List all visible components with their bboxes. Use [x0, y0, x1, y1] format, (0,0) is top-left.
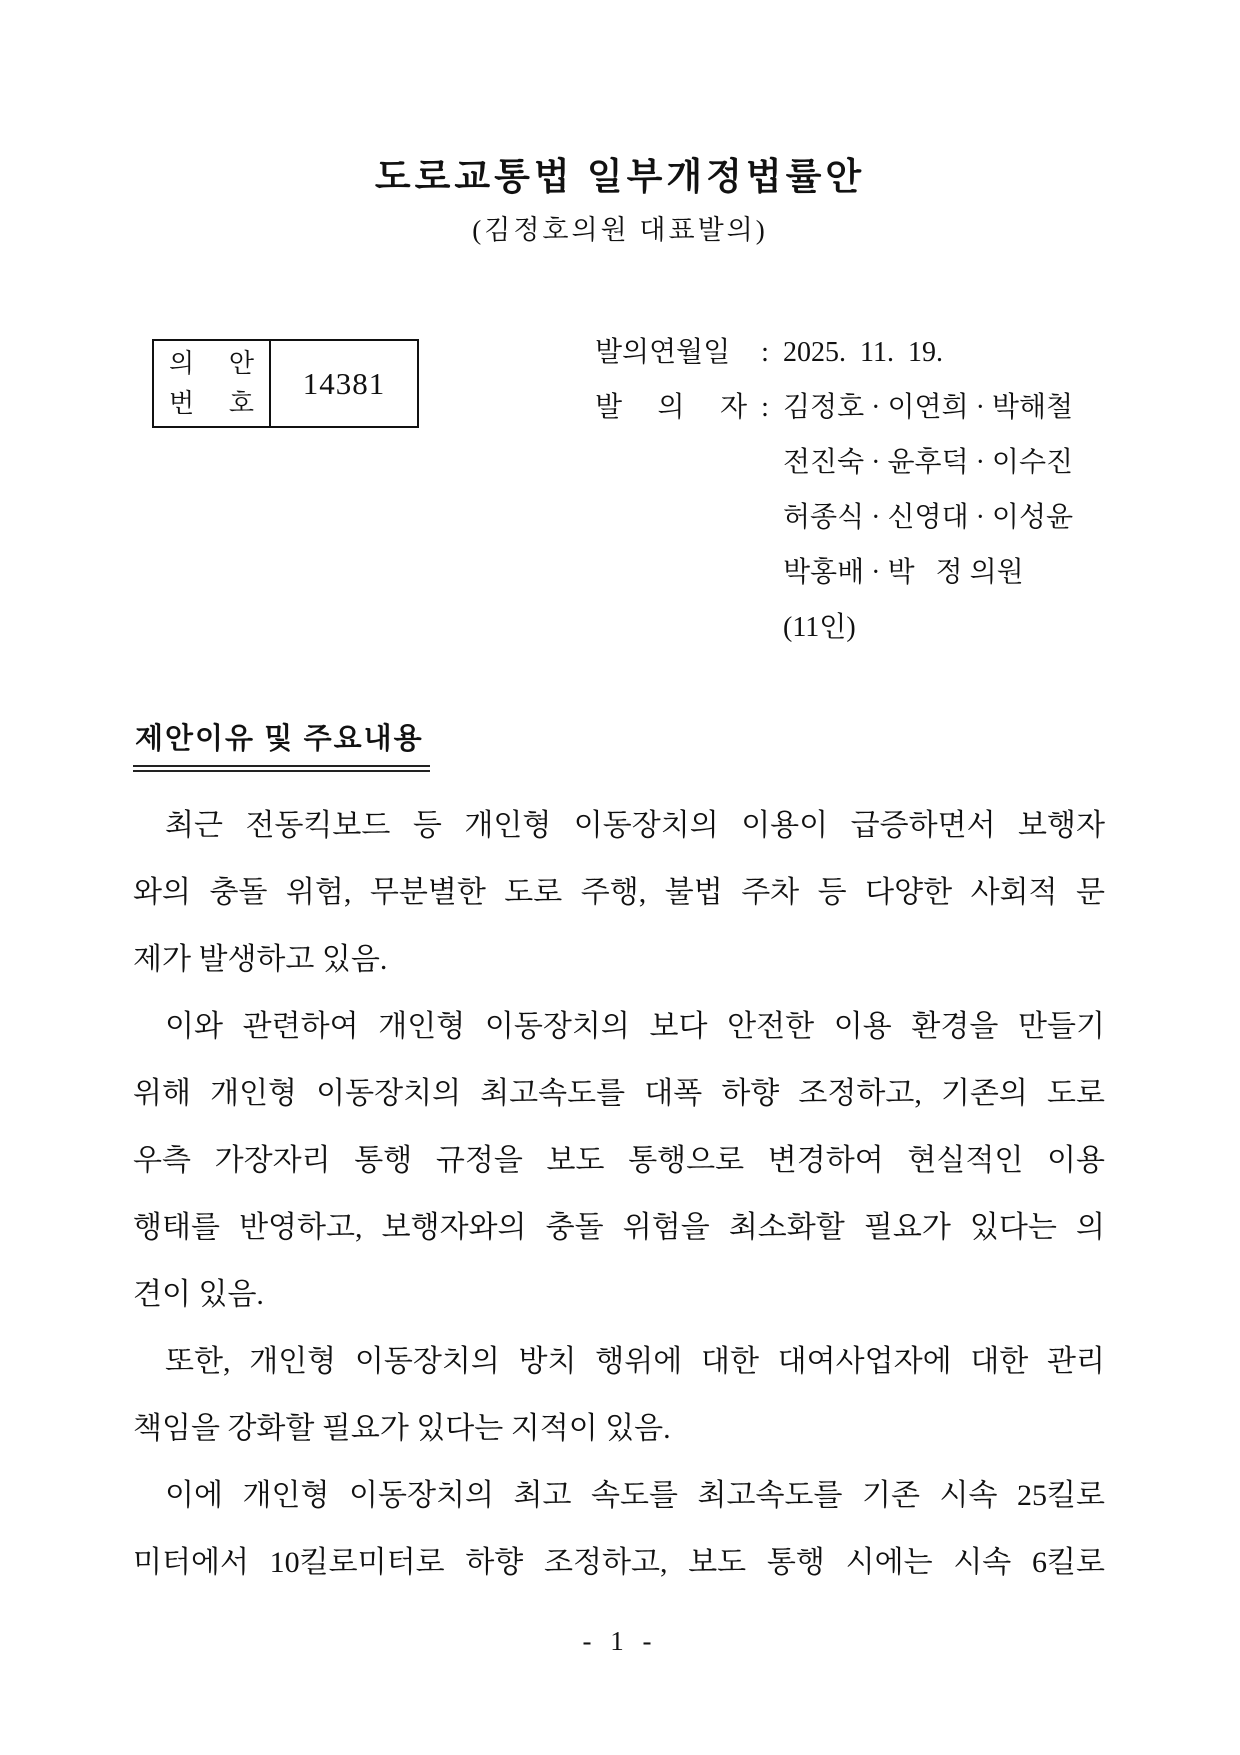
- bill-title: 도로교통법 일부개정법률안: [374, 157, 866, 198]
- bill-body-text: [133, 792, 1105, 1596]
- proposal-info-block: [595, 325, 1073, 655]
- body-line: 위해 개인형 이동장치의 최고속도를 대폭 하향 조정하고, 기존의 도로: [133, 1077, 1105, 1110]
- proposal-date-colon: :: [761, 337, 769, 368]
- body-line: 이에 개인형 이동장치의 최고 속도를 최고속도를 기존 시속 25킬로: [165, 1479, 1105, 1512]
- bill-number-box: [152, 339, 419, 428]
- proposer-count: (11인): [783, 612, 856, 643]
- body-line: 또한, 개인형 이동장치의 방치 행위에 대한 대여사업자에 대한 관리: [165, 1345, 1105, 1378]
- proposal-date-value: 2025. 11. 19.: [783, 337, 943, 368]
- body-line: 이와 관련하여 개인형 이동장치의 보다 안전한 이용 환경을 만들기: [165, 1010, 1105, 1043]
- bill-number-label-line1: 의 안: [169, 348, 254, 378]
- body-line: 견이 있음.: [133, 1278, 264, 1311]
- proposal-date-label: 발의연월일: [595, 337, 731, 368]
- body-line: 우측 가장자리 통행 규정을 보도 통행으로 변경하여 현실적인 이용: [133, 1144, 1105, 1177]
- proposer-colon: :: [761, 392, 769, 423]
- section-heading: 제안이유 및 주요내용: [133, 716, 430, 772]
- page-number: - 1 -: [582, 1626, 658, 1656]
- proposer-names-line-1: 김정호 · 이연희 · 박해철: [783, 392, 1074, 423]
- proposer-names-line-2: 전진숙 · 윤후덕 · 이수진: [783, 447, 1074, 478]
- bill-subtitle: (김정호의원 대표발의): [472, 215, 768, 245]
- bill-number-value: 14381: [302, 365, 386, 401]
- body-line: 최근 전동킥보드 등 개인형 이동장치의 이용이 급증하면서 보행자: [165, 809, 1105, 842]
- proposal-date-row: [595, 325, 1073, 380]
- body-line: 제가 발생하고 있음.: [133, 943, 388, 976]
- body-line: 미터에서 10킬로미터로 하향 조정하고, 보도 통행 시에는 시속 6킬로: [133, 1546, 1105, 1579]
- proposer-row: [595, 380, 1073, 435]
- body-line: 행태를 반영하고, 보행자와의 충돌 위험을 최소화할 필요가 있다는 의: [133, 1211, 1105, 1244]
- bill-number-label-line2: 번 호: [169, 388, 254, 418]
- body-line: 와의 충돌 위험, 무분별한 도로 주행, 불법 주차 등 다양한 사회적 문: [133, 876, 1105, 909]
- proposer-names-line-4: 박홍배 · 박 정 의원: [783, 557, 1024, 588]
- proposer-names-line-3: 허종식 · 신영대 · 이성윤: [783, 502, 1074, 533]
- bill-number-label-cell: [154, 341, 271, 426]
- body-line: 책임을 강화할 필요가 있다는 지적이 있음.: [133, 1412, 671, 1445]
- proposer-label: 발 의 자: [595, 392, 747, 423]
